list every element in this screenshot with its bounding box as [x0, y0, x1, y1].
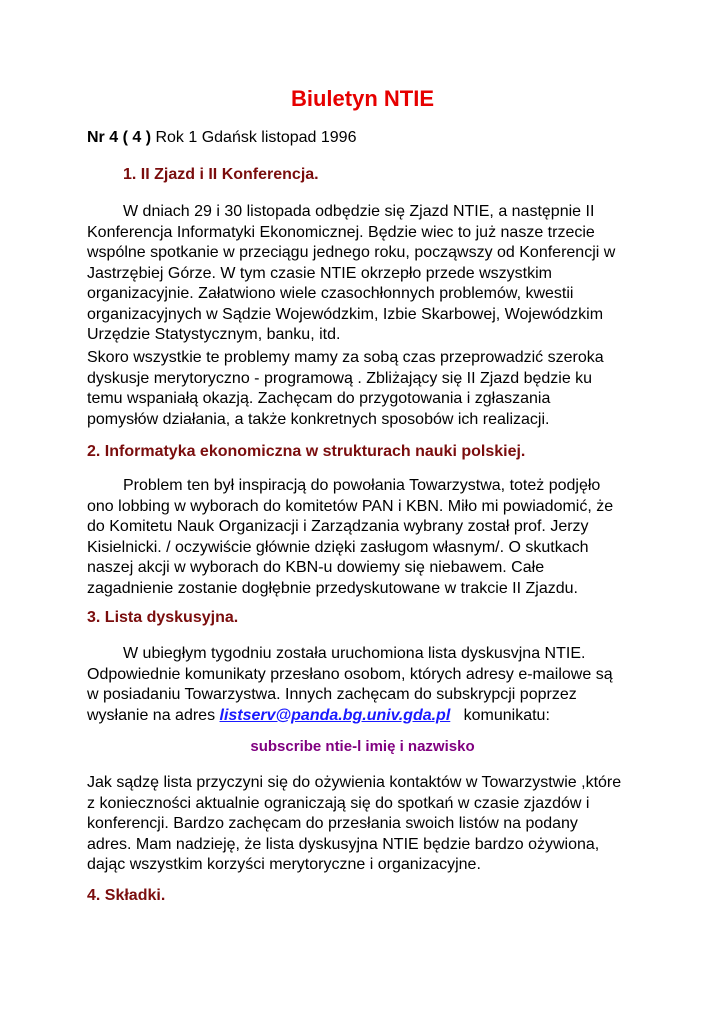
text-line: wspólne spotkanie w przeciągu jednego roku, począwszy od Konferencji w: [87, 244, 616, 261]
section-4-heading: 4. Składki.: [87, 887, 166, 904]
text-line: organizacyjnie. Załatwiono wiele czasochłonnych problemów, kwestii: [87, 285, 574, 302]
section-1-paragraph-2: [87, 348, 657, 430]
section-3-paragraph-2: [87, 773, 657, 876]
text-line: Odpowiednie komunikaty przesłano osobom, których adresy e-mailowe są: [87, 665, 613, 683]
email-prefix: wysłanie na adres: [87, 706, 220, 724]
section-1-heading: 1. II Zjazd i II Konferencja.: [123, 166, 319, 183]
text-line: W dniach 29 i 30 listopada odbędzie się Zjazd NTIE, a następnie II: [123, 203, 595, 220]
text-line: Problem ten był inspiracją do powołania Towarzystwa, toteż podjęło: [123, 477, 601, 494]
text-line: pomysłów działania, a także konkretnych sposobów ich realizacji.: [87, 410, 550, 428]
text-line: w posiadaniu Towarzystwa. Innych zachęcam do subskrypcji poprzez: [87, 686, 577, 703]
text-line: organizacyjnych w Sądzie Wojewódzkim, Izbie Skarbowej, Wojewódzkim: [87, 305, 604, 323]
section-3-paragraph-1: [87, 644, 657, 726]
text-line: temu wspaniałą okazją. Zachęcam do przygotowania i zgłaszania: [87, 390, 551, 407]
issue-details: Rok 1 Gdańsk listopad 1996: [151, 129, 357, 146]
email-suffix: komunikatu:: [450, 706, 550, 724]
text-line: do Komitetu Nauk Organizacji i Zarządzania wybrany został prof. Jerzy: [87, 518, 589, 535]
text-line: Skoro wszystkie te problemy mamy za sobą czas przeprowadzić szeroka: [87, 349, 604, 366]
issue-number: Nr 4 ( 4 ): [87, 129, 152, 146]
section-1-paragraph-1: [87, 202, 657, 346]
text-line: zagadnienie zostanie dogłębnie przedyskutowane w trakcie II Zjazdu.: [87, 579, 578, 597]
text-line: Urzędzie Statystycznym, banku, itd.: [87, 326, 341, 343]
text-line: z konieczności aktualnie ograniczają się do spotkań w czasie zjazdów i: [87, 794, 590, 812]
text-line: dając wszystkim korzyści merytoryczne i organizacyjne.: [87, 856, 481, 873]
text-line: Jastrzębiej Górze. W tym czasie NTIE okrzepło przede wszystkim: [87, 264, 553, 282]
subscribe-command: subscribe ntie-l imię i nazwisko: [250, 738, 475, 755]
section-2-heading: 2. Informatyka ekonomiczna w strukturach nauki polskiej.: [87, 443, 526, 460]
text-line: adres. Mam nadzieję, że lista dyskusyjna NTIE będzie bardzo ożywiona,: [87, 835, 600, 853]
text-line: naszej akcji w wyborach do KBN-u dowiemy się niebawem. Całe: [87, 559, 545, 576]
text-line: W ubiegłym tygodniu została uruchomiona lista dyskusvjna NTIE.: [123, 645, 586, 662]
email-line: [87, 706, 657, 727]
bulletin-title: Biuletyn NTIE: [290, 86, 434, 111]
text-line: Jak sądzę lista przyczyni się do ożywienia kontaktów w Towarzystwie ,które: [87, 774, 622, 791]
section-2-paragraph-1: [87, 476, 657, 599]
issue-line: [87, 128, 356, 148]
text-line: Kisielnicki. / oczywiście głównie dzięki zasługom własnym/. O skutkach: [87, 538, 589, 556]
text-line: konferencji. Bardzo zachęcam do przesłania swoich listów na podany: [87, 815, 578, 832]
text-line: ono lobbing w wyborach do komitetów PAN i KBN. Miło mi powiadomić, że: [87, 497, 614, 515]
listserv-email-link[interactable]: listserv@panda.bg.univ.gda.pl: [219, 706, 451, 724]
text-line: Konferencja Informatyki Ekonomicznej. Będzie wiec to już nasze trzecie: [87, 223, 595, 241]
text-line: dyskusje merytoryczno - programową . Zbliżający się II Zjazd będzie ku: [87, 369, 593, 387]
section-3-heading: 3. Lista dyskusyjna.: [87, 609, 239, 626]
